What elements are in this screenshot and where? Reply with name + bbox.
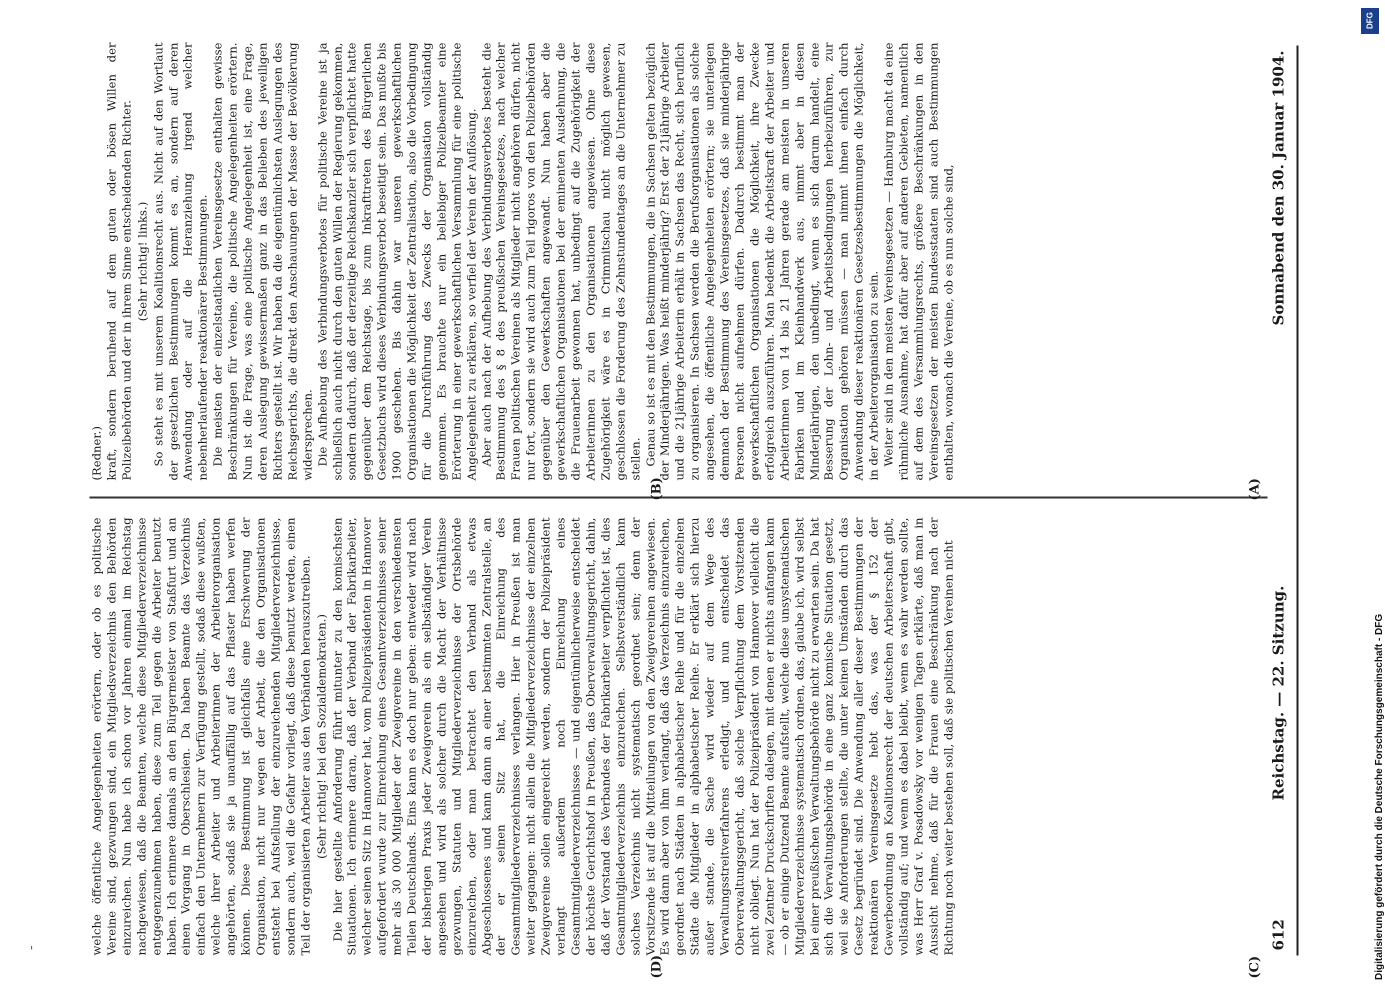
paragraph: Die meisten der einzelstaatlichen Vereinsgesetze enthalten gewisse Beschränkungen für Vereine, die politische Angelegenheiten erörtern. Nun ist die Frage, was eine politische Angelegenheit ist, eine Frage, deren Auslegung gewissermaßen ganz in das Belieben des jeweiligen Richters gestellt ist. Wir haben da die eigentümlichsten Auslegungen des Reichsgerichts, die direkt den Anschauungen der Masse der Bevölkerung widersprechen. xyxy=(210,42,315,481)
margin-marker-c: (C) xyxy=(1247,955,1263,979)
paragraph: Genau so ist es mit den Bestimmungen, die in Sachsen gelten bezüglich der Minderjährigen. Was heißt minderjährig? Erst der 21jährige Arbeiter und die 21jährige Arbeiterin erhält in Sachsen das Recht, sich beruflich zu organisieren. In Sachsen werden die Berufsorganisationen als solche angesehen, die öffentliche Angelegenheiten erörtern; sie unterliegen demnach der Bestimmung des Vereinsgesetzes, daß sie minderjährige Personen nicht aufnehmen dürfen. Dadurch bestimmt man der gewerkschaftlichen Organisationen die Möglichkeit, ihre Zwecke erfolgreich auszuführen. Man bedenkt die Arbeitskraft der Arbeiter und Arbeiterinnen von 14 bis 21 Jahren gerade am meisten in unseren Fabriken und im Kleinhandwerk aus, nimmt aber in diesen Minderjährigen, den unbedingt, wenn es sich darum handelt, eine Besserung der Lohn- und Arbeitsbedingungen herbeizuführen, zur Organisation gehören müssen — man nimmt ihnen einfach durch Anwendung dieser reaktionären Gesetzesbestimmungen die Möglichkeit, in der Arbeiterorganisation zu sein. xyxy=(643,42,881,481)
rotated-page xyxy=(0,1,1383,1001)
column-left xyxy=(90,43,1268,481)
header-session: Reichstag. — 22. Sitzung. xyxy=(1269,585,1288,801)
page-number: 612 xyxy=(1269,919,1288,951)
page-header xyxy=(1270,51,1296,951)
interjection: (Sehr richtig! links.) xyxy=(135,201,150,322)
column-right xyxy=(90,518,1268,956)
header-date: Sonnabend den 30. Januar 1904. xyxy=(1269,50,1288,326)
dfg-logo-badge: DFG xyxy=(1361,8,1379,34)
paragraph: Weiter sind in den meisten Vereinsgesetzen — Hamburg macht da eine rühmliche Ausnahme, hat dafür aber auf anderen Gebieten, namentlich auf dem des Versammlungsrechts, größere Beschränkungen in den Vereinsgesetzen der meisten Bundesstaaten sind auch Bestimmungen enthalten, wonach die Vereine, ob es nun solche sind, xyxy=(881,42,956,481)
column-divider xyxy=(90,497,1268,499)
paragraph: kraft, sondern beruhend auf dem guten oder bösen Willen der Polizeibehörden und der in ihrem Sinne entscheidenden Richter. xyxy=(104,42,134,481)
margin-marker-d: (D) xyxy=(649,954,665,979)
interjection: (Sehr richtig! bei den Sozialdemokraten.) xyxy=(314,614,329,859)
paragraph: Die Aufhebung des Verbindungsverbotes für politische Vereine ist ja schließlich auch nicht durch den guten Willen der Regierung gekommen, sondern dadurch, daß der derzeitige Reichskanzler sich verpflichtet hatte gegenüber dem Reichstage, bis zum Inkrafttreten des Bürgerlichen Gesetzbuchs wird dieses Verbindungsverbot beseitigt sein. Das mußte bis 1900 geschehen. Bis dahin war unseren gewerkschaftlichen Organisationen die Möglichkeit der Zentralisation, also die Vorbedingung für die Durchführung des Zwecks der Organisation vollständig genommen. Es brauchte nur ein beliebiger Polizeibeamter eine Erörterung in einer gewerkschaftlichen Versammlung für eine politische Angelegenheit zu erklären, so verfiel der Verein der Auflösung. xyxy=(315,42,479,481)
margin-marker-b: (B) xyxy=(649,477,665,501)
paragraph: welche öffentliche Angelegenheiten erörtern, oder ob es politische Vereine sind, gezwungen sind, ein Mitgliedsverzeichnis den Behörden einzureichen. Nun habe ich schon vor Jahren einmal im Reichstag nachgewiesen, daß die Beamten, welche diese Mitgliederverzeichnisse entgegenzunehmen haben, diese zum Teil gegen die Arbeiter benutzt haben. Ich erinnere damals an den Bürgermeister von Staßfurt und an einen Vorgang in Oberschlesien. Da haben Beamte das Verzeichnis einfach den Unternehmern zur Verfügung gestellt, sodaß diese wußten, welche ihrer Arbeiter und Arbeiterinnen der Arbeiterorganisation angehörten, sodaß sie ja unauffällig auf das Pflaster haben werfen können. Diese Bestimmung ist gleichfalls eine Erschwerung der Organisation, nicht nur wegen der Arbeit, die den Organisationen entsteht bei Aufstellung der einzureichenden Mitgliederverzeichnisse, sondern auch, weil die Gefahr vorliegt, daß diese benutzt werden, einen Teil der organisierten Arbeiter aus den Verbänden herauszutreiben. xyxy=(89,517,313,956)
crop-mark: ' xyxy=(30,944,34,958)
paragraph: So steht es mit unserem Koalitionsrecht aus. Nicht auf den Wortlaut der gesetzlichen Bestimmungen kommt es an, sondern auf deren Anwendung oder auf die Heranziehung irgend welcher nebenherlaufender reaktionärer Bestimmungen. xyxy=(151,42,210,481)
digitization-credit: Digitalisierung gefördert durch die Deutsche Forschungsgemeinschaft - DFG xyxy=(1374,613,1385,980)
speaker-continuation: (Redner.) xyxy=(89,426,104,481)
paragraph: Aber auch nach der Aufhebung des Verbindungsverbotes besteht die Bestimmung des § 8 des preußischen Vereinsgesetzes, nach welcher Frauen politischen Vereinen als Mitglieder nicht angehören dürfen, nicht nur fort, sondern sie wird auch zum Teil rigoros von den Polizeibehörden gegenüber den Gewerkschaften angewandt. Nun haben aber die gewerkschaftlichen Organisationen bei der eminenten Ausdehnung, die die Frauenarbeit gewonnen hat, unbedingt auf die Zugehörigkeit der Arbeiterinnen zu den Organisationen angewiesen. Ohne diese Zugehörigkeit wäre es in Crimmitschau nicht möglich gewesen, geschlossen die Forderung des Zehnstundentages an die Unternehmer zu stellen. xyxy=(479,42,643,481)
margin-marker-a: (A) xyxy=(1247,478,1263,501)
header-rule xyxy=(1297,46,1299,956)
paragraph: Die hier gestellte Anforderung führt mitunter zu den komischsten Situationen. Ich erinnere daran, daß der Verband der Fabrikarbeiter, welcher seinen Sitz in Hannover hat, vom Polizeipräsidenten in Hannover aufgefordert wurde zur Einreichung eines Gesamtverzeichnisses seiner mehr als 30 000 Mitglieder der Zweigvereine in den verschiedensten Teilen Deutschlands. Eins kann es doch nur geben: entweder wird nach der bisherigen Praxis jeder Zweigverein als ein selbständiger Verein angesehen und wird als solcher durch die Macht der Verhältnisse gezwungen, Statuten und Mitgliederverzeichnisse der Ortsbehörde einzureichen, oder man betrachtet den Verband als etwas Abgeschlossenes und kann dann an einer bestimmten Zentralstelle, an der er seinen Sitz hat, die Einreichung des Gesamtmitgliederverzeichnisses verlangen. Hier in Preußen ist man weiter gegangen: nicht allein die Mitgliederverzeichnisse der einzelnen Zweigvereine sollen eingereicht werden, sondern der Polizeipräsident verlangt außerdem noch Einreichung eines Gesamtmitgliederverzeichnisses — und eigentümlicherweise entscheidet der höchste Gerichtshof in Preußen, das Oberverwaltungsgericht, dahin, daß der Vorstand des Verbandes der Fabrikarbeiter verpflichtet ist, dies Gesamtmitgliederverzeichnis einzureichen. Selbstverständlich kann solches Verzeichnis nicht systematisch geordnet sein; denn der Vorsitzende ist auf die Mitteilungen von den Zweigvereinen angewiesen. Es wird dann aber von ihm verlangt, daß das Verzeichnis einzureichen, geordnet nach Städten in alphabetischer Reihe und für die einzelnen Städte die Mitglieder in alphabetischer Reihe. Er erklärt sich hierzu außer stande, die Sache wird wieder auf dem Wege des Verwaltungsstreitverfahrens erledigt, und nun entscheidet das Oberverwaltungsgericht, daß solche Verpflichtung dem Vorsitzenden nicht obliegt. Nun hat der Polizeipräsident von Hannover vielleicht die zwei Zentner Druckschriften dalegen, mit denen er nichts anfangen kann — ob er einige Dutzend Beamte aufstellt, welche diese unsystematischen Mitgliederverzeichnisse systematisch ordnen, das, glaube ich, wird selbst bei einer preußischen Verwaltungsbehörde nicht zu erwarten sein. Da hat sich die Verwaltungsbehörde in eine ganz komische Situation gesetzt, weil sie Anforderungen stellte, die unter keinen Umständen durch das Gesetz begründet sind. Die Anwendung aller dieser Bestimmungen der reaktionären Vereinsgesetze hebt das, was der § 152 der Gewerbeordnung an Koalitionsrecht der deutschen Arbeiterschaft gibt, vollständig auf; und wenn es dabei bleibt, wenn es wahr werden sollte, was Herr Graf v. Posadowsky vor wenigen Tagen erklärte, daß man in Aussicht nehme, daß für die Frauen eine Beschränkung nach der Richtung noch weiter bestehen soll, daß sie politischen Vereinen nicht xyxy=(330,517,956,956)
